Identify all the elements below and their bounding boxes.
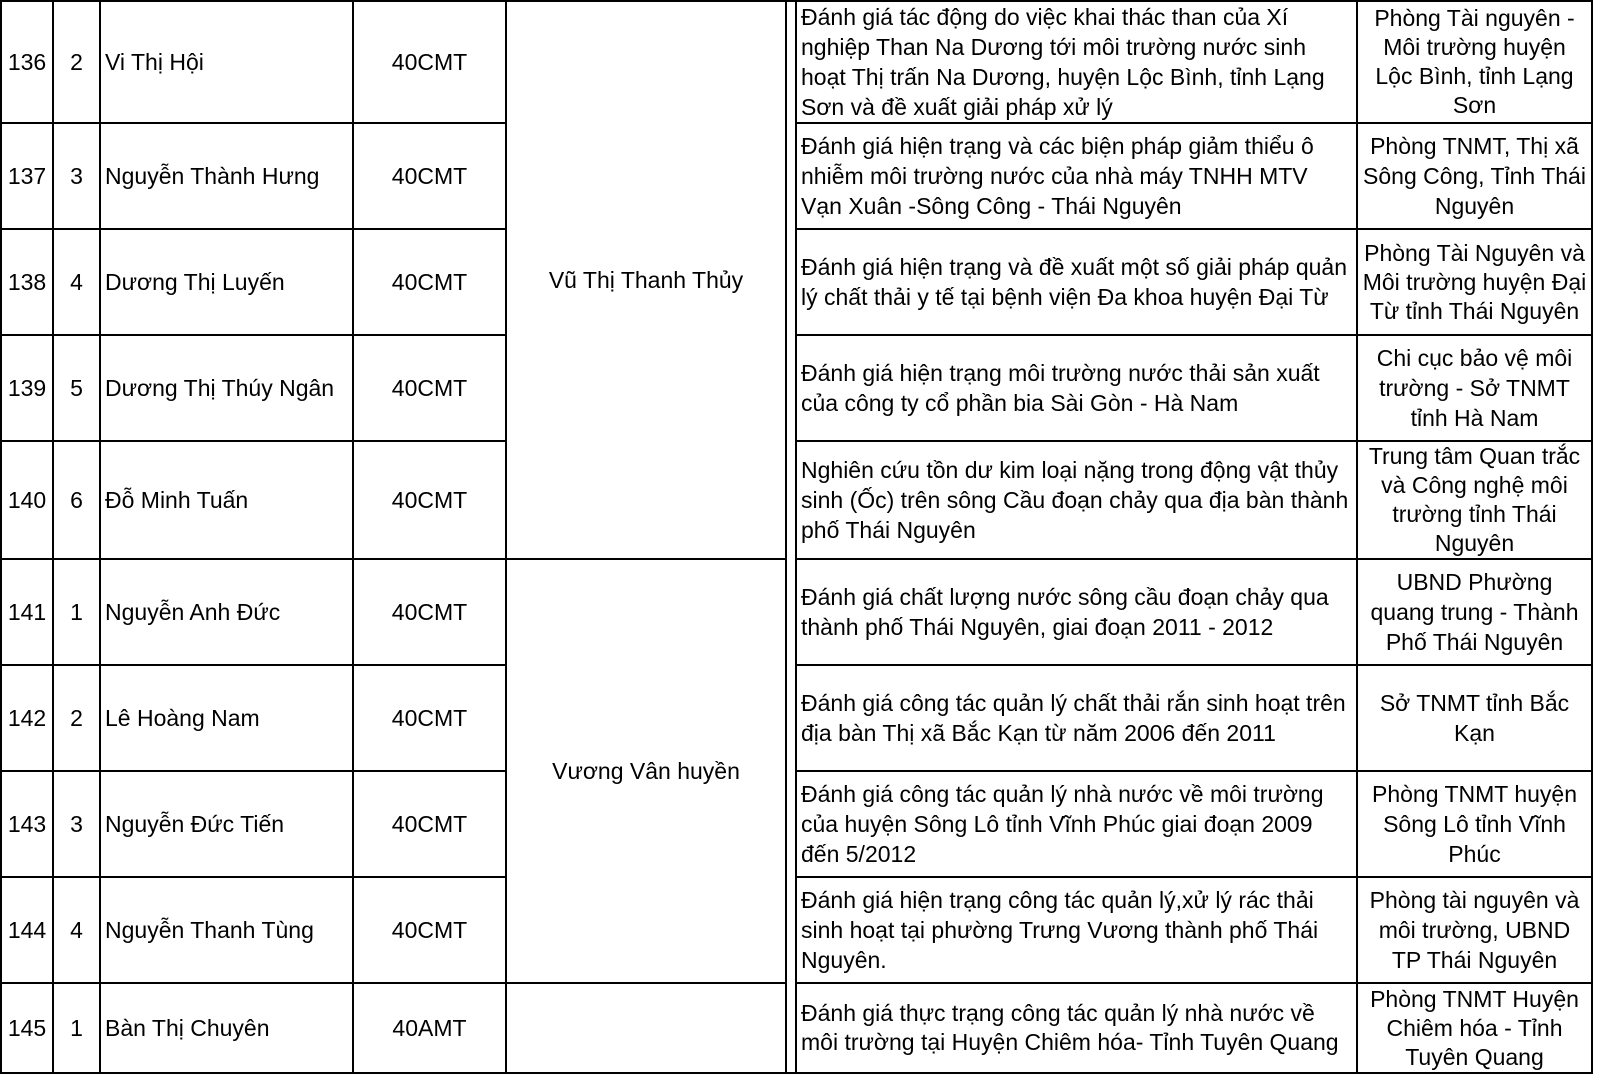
internship-place: Phòng TNMT huyện Sông Lô tỉnh Vĩnh Phúc: [1357, 771, 1592, 877]
internship-place: Phòng TNMT, Thị xã Sông Công, Tỉnh Thái Nguyên: [1357, 123, 1592, 229]
internship-place: Sở TNMT tỉnh Bắc Kạn: [1357, 665, 1592, 771]
thesis-topic: Đánh giá công tác quản lý nhà nước về môi trường của huyện Sông Lô tỉnh Vĩnh Phúc giai đoạn 2009 đến 5/2012: [796, 771, 1357, 877]
thesis-topic: Nghiên cứu tồn dư kim loại nặng trong động vật thủy sinh (Ốc) trên sông Cầu đoạn chảy qua địa bàn thành phố Thái Nguyên: [796, 441, 1357, 559]
row-index: 137: [1, 123, 53, 229]
class-code: 40AMT: [353, 983, 506, 1073]
class-code: 40CMT: [353, 877, 506, 983]
class-code: 40CMT: [353, 665, 506, 771]
student-name: Lê Hoàng Nam: [100, 665, 353, 771]
row-sub-index: 4: [53, 877, 100, 983]
row-index: 139: [1, 335, 53, 441]
row-index: 145: [1, 983, 53, 1073]
student-name: Vi Thị Hội: [100, 1, 353, 123]
table-row: [1, 1, 1592, 123]
internship-place: Phòng Tài Nguyên và Môi trường huyện Đại Từ tỉnh Thái Nguyên: [1357, 229, 1592, 335]
student-name: Dương Thị Thúy Ngân: [100, 335, 353, 441]
table-row: [1, 559, 1592, 665]
class-code: 40CMT: [353, 559, 506, 665]
internship-place: UBND Phường quang trung - Thành Phố Thái Nguyên: [1357, 559, 1592, 665]
table-row: [1, 441, 1592, 559]
thesis-topic: Đánh giá hiện trạng và đề xuất một số giải pháp quản lý chất thải y tế tại bệnh viện Đa khoa huyện Đại Từ: [796, 229, 1357, 335]
table-row: [1, 335, 1592, 441]
row-sub-index: 3: [53, 771, 100, 877]
row-index: 140: [1, 441, 53, 559]
row-index: 141: [1, 559, 53, 665]
internship-place: Phòng TNMT Huyện Chiêm hóa - Tỉnh Tuyên Quang: [1357, 983, 1592, 1073]
row-index: 144: [1, 877, 53, 983]
table-row: [1, 877, 1592, 983]
student-name: Dương Thị Luyến: [100, 229, 353, 335]
internship-place: Trung tâm Quan trắc và Công nghệ môi trường tỉnh Thái Nguyên: [1357, 441, 1592, 559]
thesis-topic: Đánh giá hiện trạng và các biện pháp giảm thiểu ô nhiễm môi trường nước của nhà máy TNHH MTV Vạn Xuân -Sông Công - Thái Nguyên: [796, 123, 1357, 229]
table-row: [1, 229, 1592, 335]
row-sub-index: 3: [53, 123, 100, 229]
row-index: 136: [1, 1, 53, 123]
thesis-topic: Đánh giá hiện trạng công tác quản lý,xử lý rác thải sinh hoạt tại phường Trưng Vương thành phố Thái Nguyên.: [796, 877, 1357, 983]
thesis-topic: Đánh giá tác động do việc khai thác than của Xí nghiệp Than Na Dương tới môi trường nước sinh hoạt Thị trấn Na Dương, huyện Lộc Bình, tỉnh Lạng Sơn và đề xuất giải pháp xử lý: [796, 1, 1357, 123]
internship-place: Chi cục bảo vệ môi trường - Sở TNMT tỉnh Hà Nam: [1357, 335, 1592, 441]
table-row: [1, 665, 1592, 771]
row-sub-index: 2: [53, 665, 100, 771]
student-name: Nguyễn Đức Tiến: [100, 771, 353, 877]
row-index: 142: [1, 665, 53, 771]
supervisor-cell: Vũ Thị Thanh Thủy: [506, 1, 786, 559]
column-gap: [786, 1, 796, 1073]
row-index: 143: [1, 771, 53, 877]
student-name: Đỗ Minh Tuấn: [100, 441, 353, 559]
thesis-topic: Đánh giá thực trạng công tác quản lý nhà nước về môi trường tại Huyện Chiêm hóa- Tỉnh Tuyên Quang: [796, 983, 1357, 1073]
class-code: 40CMT: [353, 1, 506, 123]
thesis-topic: Đánh giá công tác quản lý chất thải rắn sinh hoạt trên địa bàn Thị xã Bắc Kạn từ năm 2006 đến 2011: [796, 665, 1357, 771]
student-name: Nguyễn Anh Đức: [100, 559, 353, 665]
table-row: [1, 123, 1592, 229]
row-sub-index: 6: [53, 441, 100, 559]
row-sub-index: 1: [53, 559, 100, 665]
thesis-topic: Đánh giá hiện trạng môi trường nước thải sản xuất của công ty cổ phần bia Sài Gòn - Hà Nam: [796, 335, 1357, 441]
class-code: 40CMT: [353, 229, 506, 335]
row-sub-index: 4: [53, 229, 100, 335]
internship-place: Phòng tài nguyên và môi trường, UBND TP Thái Nguyên: [1357, 877, 1592, 983]
class-code: 40CMT: [353, 771, 506, 877]
row-index: 138: [1, 229, 53, 335]
row-sub-index: 2: [53, 1, 100, 123]
table-row: [1, 771, 1592, 877]
class-code: 40CMT: [353, 335, 506, 441]
student-name: Nguyễn Thành Hưng: [100, 123, 353, 229]
thesis-topic: Đánh giá chất lượng nước sông cầu đoạn chảy qua thành phố Thái Nguyên, giai đoạn 2011 - 2012: [796, 559, 1357, 665]
supervisor-cell: Vương Vân huyền: [506, 559, 786, 983]
row-sub-index: 1: [53, 983, 100, 1073]
supervisor-cell: [506, 983, 786, 1073]
row-sub-index: 5: [53, 335, 100, 441]
class-code: 40CMT: [353, 123, 506, 229]
class-code: 40CMT: [353, 441, 506, 559]
student-name: Bàn Thị Chuyên: [100, 983, 353, 1073]
table-row: [1, 983, 1592, 1073]
internship-place: Phòng Tài nguyên - Môi trường huyện Lộc Bình, tỉnh Lạng Sơn: [1357, 1, 1592, 123]
student-name: Nguyễn Thanh Tùng: [100, 877, 353, 983]
